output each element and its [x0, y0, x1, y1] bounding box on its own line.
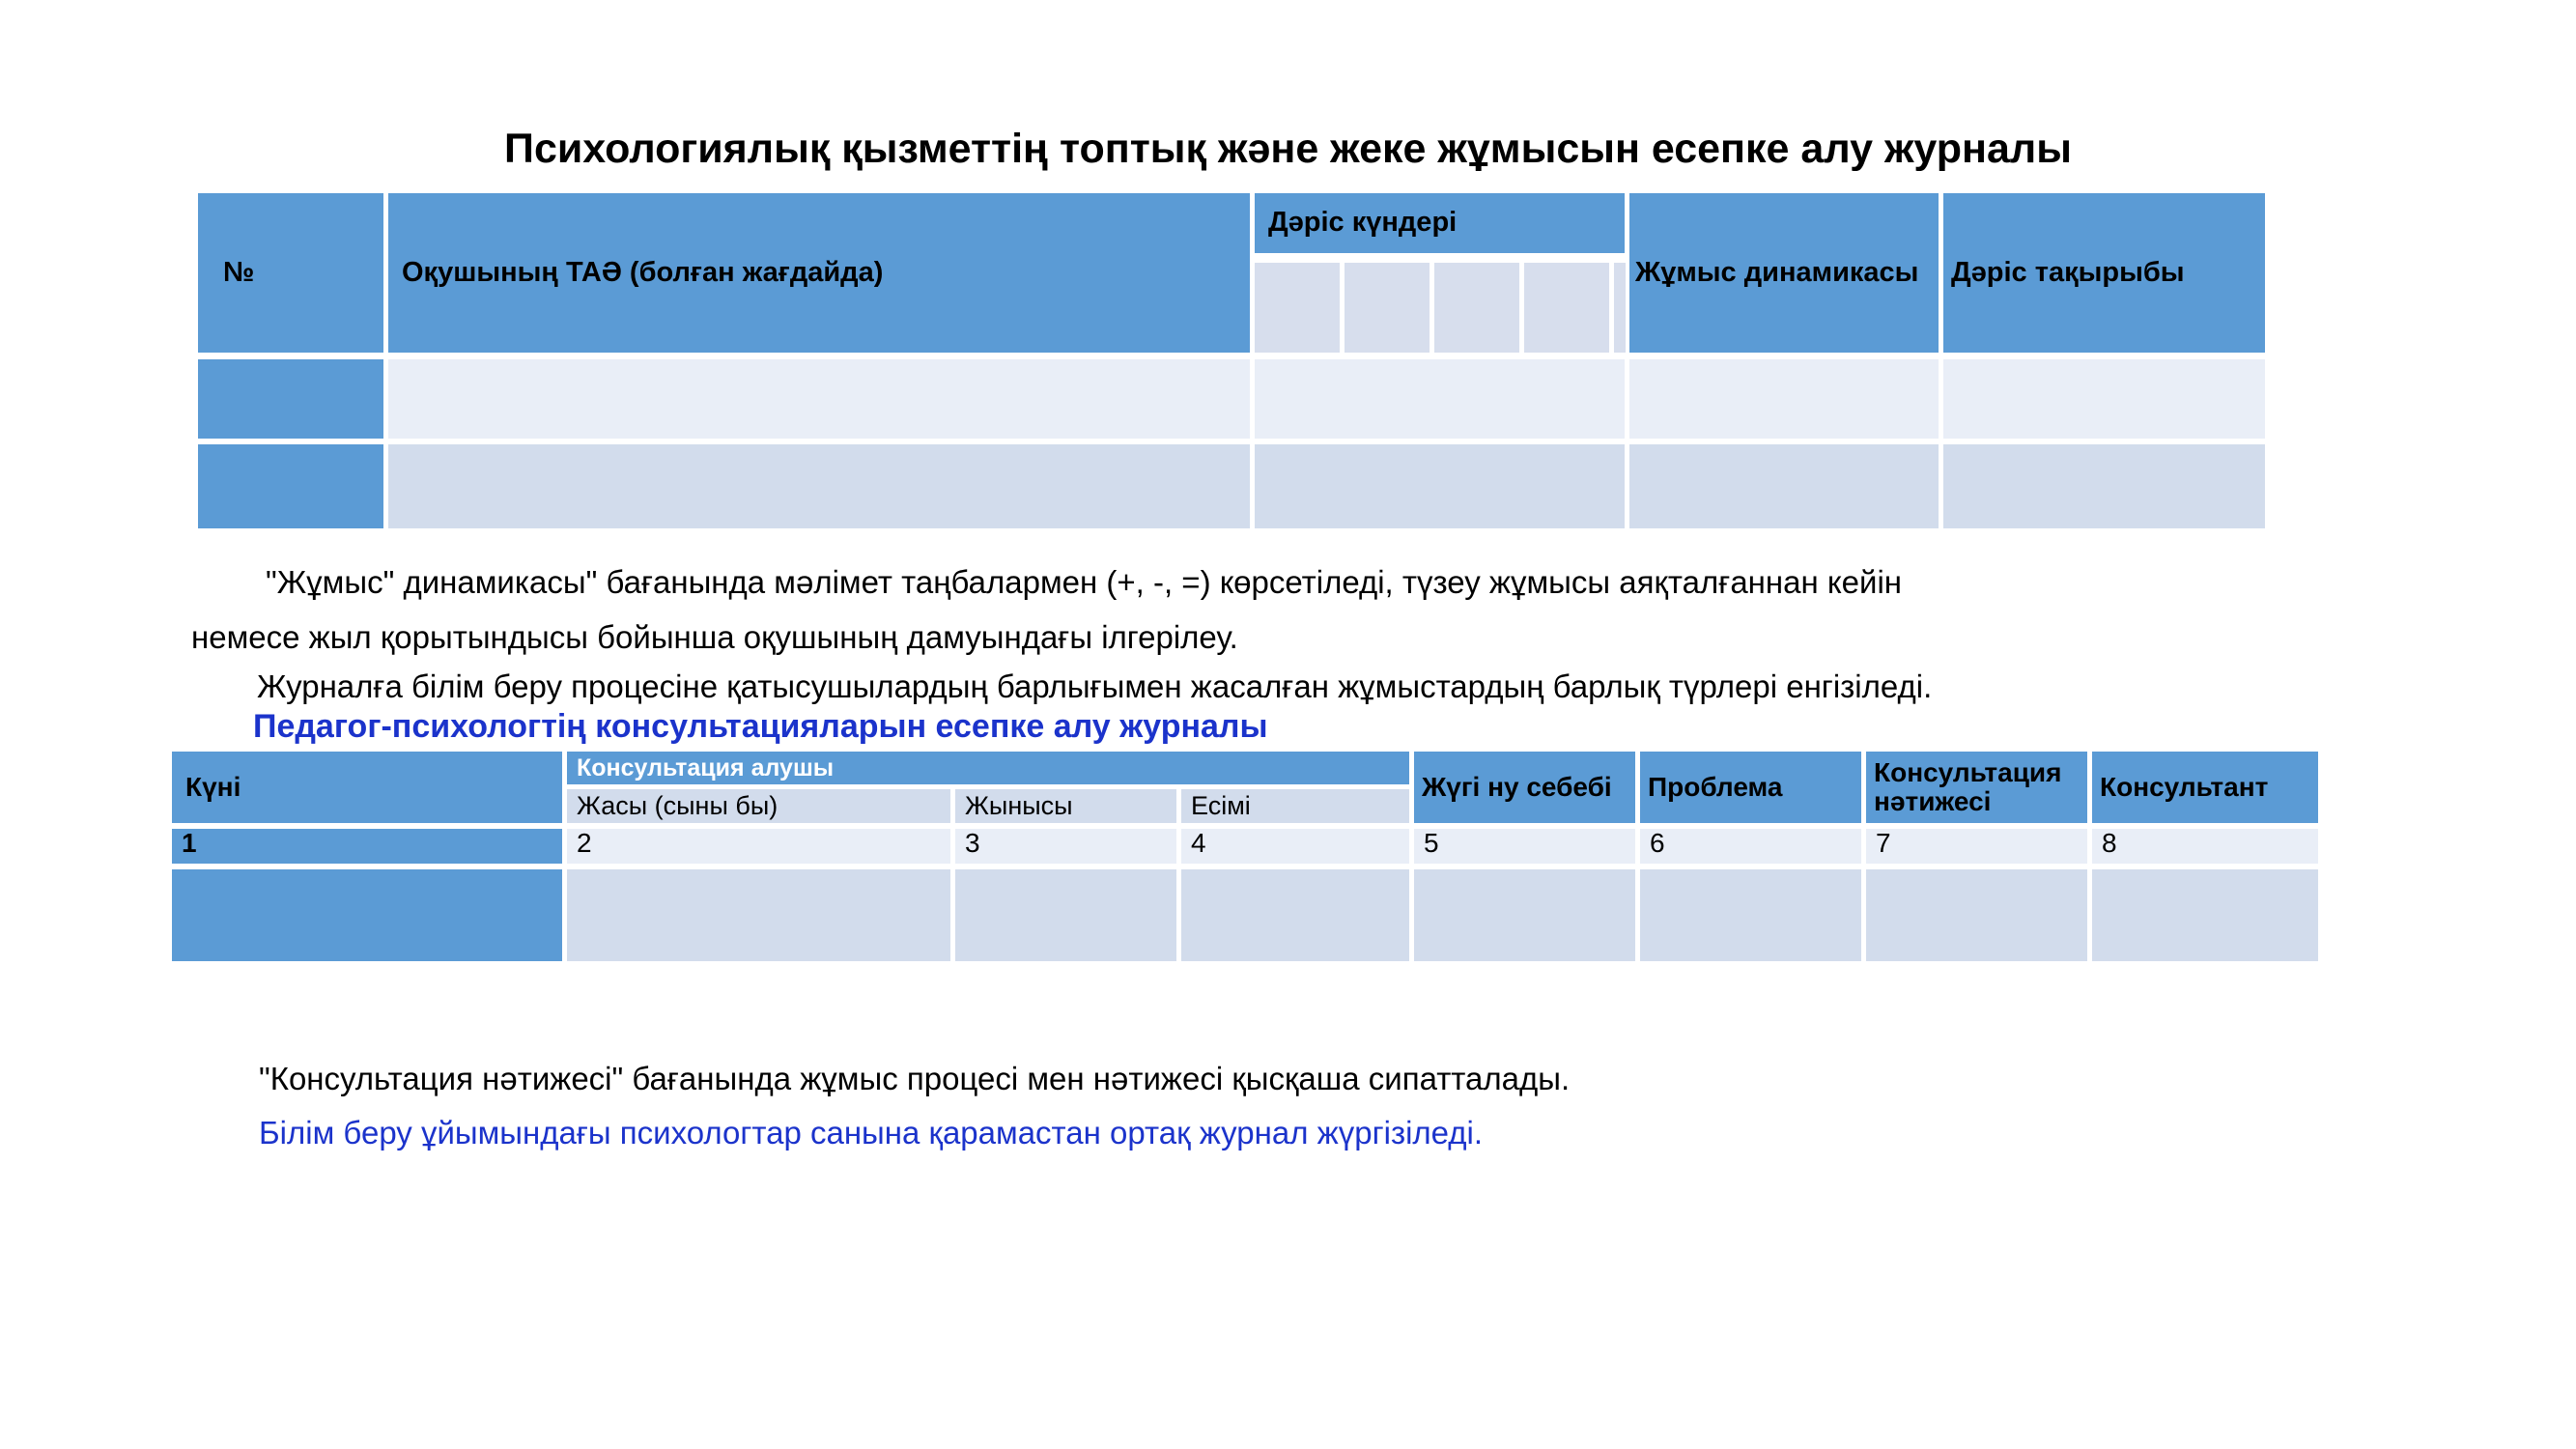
t2-row-date-cell: [172, 869, 562, 961]
page-title: Психологиялық қызметтің топтық және жеке жұмысын есепке алу журналы: [504, 126, 2072, 172]
note-dynamics-line1: "Жұмыс" динамикасы" бағанында мәлімет таңбалармен (+, -, =) көрсетіледі, түзеу жұмысы аяқталғаннан кейін: [266, 564, 1903, 600]
t2-row-name-cell: [1181, 869, 1409, 961]
t2-row-reason-cell: [1414, 869, 1635, 961]
t2-subheader-age: Жасы (сыны бы): [567, 789, 950, 823]
t1-row2-student-cell: [388, 444, 1250, 528]
t2-colnum-7: 7: [1866, 829, 2087, 864]
t2-colnum-8: 8: [2092, 829, 2318, 864]
t1-date-subcell: [1345, 263, 1430, 353]
t2-header-consultee-group: Консультация алушы: [567, 752, 1409, 784]
t2-row-consultant-cell: [2092, 869, 2318, 961]
t2-row-gender-cell: [955, 869, 1176, 961]
t1-header-student: Оқушының ТАӘ (болған жағдайда): [388, 193, 1250, 353]
t2-header-reason: Жүгі ну себебі: [1414, 752, 1635, 823]
t1-date-subcell: [1434, 263, 1519, 353]
t2-row-result-cell: [1866, 869, 2087, 961]
t2-colnum-1: 1: [172, 829, 562, 864]
t2-colnum-4: 4: [1181, 829, 1409, 864]
t1-header-dates: Дәріс күндері: [1255, 193, 1625, 253]
t2-row-age-cell: [567, 869, 950, 961]
t2-row-problem-cell: [1640, 869, 1861, 961]
t2-colnum-5: 5: [1414, 829, 1635, 864]
t2-header-consultant: Консультант: [2092, 752, 2318, 823]
t1-row1-student-cell: [388, 359, 1250, 439]
t1-date-subcell: [1524, 263, 1609, 353]
t1-row2-num-cell: [198, 444, 383, 528]
t1-row1-num-cell: [198, 359, 383, 439]
t1-row1-dynamics-cell: [1629, 359, 1939, 439]
t1-row2-dynamics-cell: [1629, 444, 1939, 528]
t1-row2-dates-cell: [1255, 444, 1625, 528]
t1-row2-topic-cell: [1943, 444, 2265, 528]
t2-colnum-3: 3: [955, 829, 1176, 864]
note-shared-journal: Білім беру ұйымындағы психологтар санына қарамастан ортақ журнал жүргізіледі.: [259, 1115, 1484, 1151]
t1-header-dynamics: Жұмыс динамикасы: [1629, 193, 1939, 353]
t1-date-subcell: [1255, 263, 1340, 353]
t1-row1-dates-cell: [1255, 359, 1625, 439]
note-journal-scope: Журналға білім беру процесіне қатысушылардың барлығымен жасалған жұмыстардың барлық түрлері енгізіледі.: [257, 668, 1933, 704]
note-result-description: "Консультация нәтижесі" бағанында жұмыс процесі мен нәтижесі қысқаша сипатталады.: [259, 1061, 1571, 1096]
t1-header-num: №: [198, 193, 383, 353]
note-dynamics-line2: немесе жыл қорытындысы бойынша оқушының дамуындағы ілгерілеу.: [191, 619, 1238, 655]
t1-row1-topic-cell: [1943, 359, 2265, 439]
t2-colnum-6: 6: [1640, 829, 1861, 864]
t2-header-date: Күні: [172, 752, 562, 823]
t2-header-result: Консультация нәтижесі: [1866, 752, 2087, 823]
t2-colnum-2: 2: [567, 829, 950, 864]
t1-header-topic: Дәріс тақырыбы: [1943, 193, 2265, 353]
consultation-journal-subtitle: Педагог-психологтің консультацияларын есепке алу журналы: [253, 708, 1268, 745]
t2-header-problem: Проблема: [1640, 752, 1861, 823]
t1-date-subcell-sliver: [1614, 263, 1626, 353]
t2-subheader-name: Есімі: [1181, 789, 1409, 823]
t2-subheader-gender: Жынысы: [955, 789, 1176, 823]
